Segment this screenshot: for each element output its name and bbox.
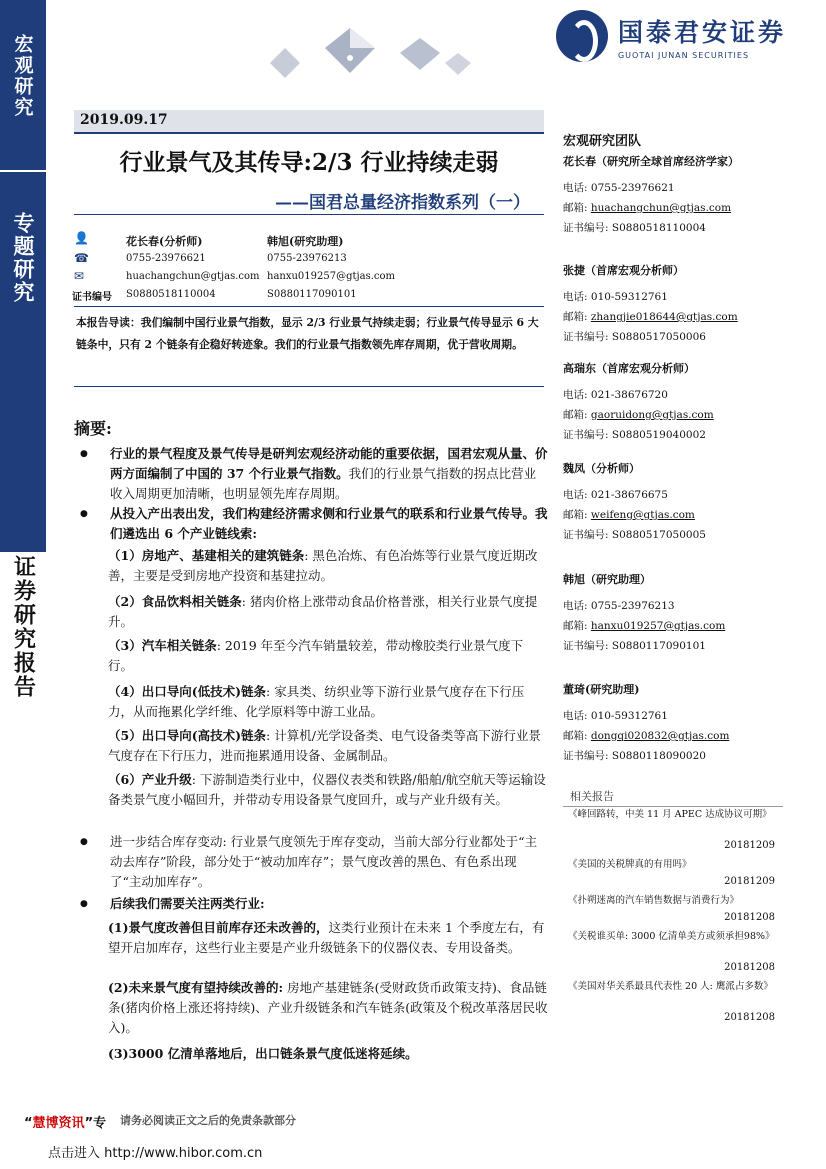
summary-point-1: ● 行业的景气程度及景气传导是研判宏观经济动能的重要依据，国君宏观从量、价两方面编制了中国的 37 个行业景气指数。我们的行业景气指数的拐点比营业收入周期更加清晰，也明显领先库存周期。 (80, 446, 548, 501)
footer-brand: “慧博资讯”专 (24, 1116, 107, 1131)
summary-point-4: ● 后续我们需要关注两类行业: (80, 894, 548, 914)
sidebar-securities-report: 证券研究报告 (0, 555, 46, 1115)
follow-1: (1)景气度改善但目前库存还未改善的，这类行业预计在未来 1 个季度左右，有望开启加库存，这些行业主要是产业升级链条下的仪器仪表、专用设备类。 (108, 920, 545, 955)
related-report[interactable]: 《关税谁买单: 3000 亿清单美方或须承担98%》 (568, 931, 775, 942)
email-link[interactable]: weifeng@gtjas.com (590, 509, 695, 521)
bullet-icon: ● (80, 449, 88, 459)
follow-2: (2)未来景气度有望持续改善的: 房地产基建链条(受财政货币政策支持)、食品链条(猪肉价格上涨还将持续)、产业升级链条和汽车链条(政策及个税改革落居民收入)。 (108, 980, 548, 1035)
email-link[interactable]: hanxu019257@gtjas.com (590, 620, 726, 632)
related-date: 20181208 (724, 1012, 775, 1023)
chain-3: （3）汽车相关链条: 2019 年至今汽车销量较差，带动橡胶类行业景气度下行。 (108, 638, 524, 673)
analyst-2-phone: 0755-23976213 (267, 253, 347, 264)
report-title: 行业景气及其传导:2/3 行业持续走弱 (119, 149, 499, 176)
team-member: 魏凤（分析师） 电话: 021-38676675 邮箱: weifeng@gtjas.com 证书编号: S0880517050005 (563, 462, 706, 541)
team-member: 韩旭（研究助理） 电话: 0755-23976213 邮箱: hanxu019257@gtjas.com 证书编号: S0880117090101 (563, 573, 726, 652)
divider (74, 386, 544, 387)
email-link[interactable]: dongqi020832@gtjas.com (590, 730, 730, 742)
disclaimer-note: 请务必阅读正文之后的免责条款部分 (120, 1114, 296, 1127)
left-sidebar (0, 0, 46, 1169)
email-link[interactable]: huachangchun@gtjas.com (590, 202, 732, 214)
analyst-1-email[interactable]: huachangchun@gtjas.com (126, 271, 260, 282)
related-date: 20181208 (724, 962, 775, 973)
team-heading: 宏观研究团队 (563, 134, 642, 149)
chain-6: （6）产业升级: 下游制造类行业中，仪器仪表类和铁路/船舶/航空航天等运输设备类景气度小幅回升，并带动专用设备景气度回升，或与产业升级有关。 (108, 772, 546, 807)
related-report[interactable]: 《美国对华关系最具代表性 20 人: 鹰派占多数》 (568, 981, 773, 992)
chain-1: （1）房地产、基建相关的建筑链条: 黑色冶炼、有色冶炼等行业景气度近期改善，主要是受到房地产投资和基建拉动。 (108, 548, 538, 583)
phone-icon: ☎ (74, 251, 89, 265)
analyst-2-email[interactable]: hanxu019257@gtjas.com (267, 271, 395, 282)
mail-icon: ✉ (74, 269, 85, 283)
team-member: 花长春（研究所全球首席经济学家） 电话: 0755-23976621 邮箱: huachangchun@gtjas.com 证书编号: S0880518110004 (563, 155, 739, 234)
summary-point-2: ● 从投入产出表出发，我们构建经济需求侧和行业景气的联系和行业景气传导。我们遴选出 6 个产业链线索: (80, 506, 548, 541)
report-guide: 本报告导读：我们编制中国行业景气指数，显示 2/3 行业景气持续走弱；行业景气传导显示 6 大链条中，只有 2 个链条有企稳好转迹象。我们的行业景气指数领先库存周期，优于营收周期。 (76, 316, 539, 351)
logo-name-cn: 国泰君安证券 (617, 17, 786, 47)
divider (563, 806, 783, 807)
bullet-icon: ● (80, 509, 88, 519)
team-member: 张捷（首席宏观分析师） 电话: 010-59312761 邮箱: zhangjie018644@gtjas.com 证书编号: S0880517050006 (563, 264, 738, 343)
logo-mark-icon (556, 10, 608, 62)
analyst-2-cert: S0880117090101 (267, 289, 357, 300)
bullet-icon: ● (80, 899, 88, 909)
analyst-1-name: 花长春(分析师) (126, 235, 203, 248)
date-bar (74, 110, 544, 134)
related-date: 20181208 (724, 912, 775, 923)
analyst-2-name: 韩旭(研究助理) (267, 235, 344, 248)
diamond-decoration (230, 18, 490, 88)
cert-label: 证书编号 (72, 292, 112, 303)
chain-4: （4）出口导向(低技术)链条: 家具类、纺织业等下游行业景气度存在下行压力，从而拖累化学纤维、化学原料等中游工业品。 (108, 684, 525, 719)
related-report[interactable]: 《扑朔迷离的汽车销售数据与消费行为》 (568, 895, 740, 906)
team-member: 董琦(研究助理) 电话: 010-59312761 邮箱: dongqi020832@gtjas.com 证书编号: S0880118090020 (563, 683, 730, 762)
analyst-1-cert: S0880518110004 (126, 289, 216, 300)
company-logo (556, 10, 786, 62)
summary-heading: 摘要: (74, 419, 112, 438)
email-link[interactable]: gaoruidong@gtjas.com (590, 409, 714, 421)
person-icon: 👤 (74, 231, 89, 245)
related-date: 20181209 (724, 840, 775, 851)
related-heading: 相关报告 (570, 790, 614, 803)
related-report[interactable]: 《美国的关税牌真的有用吗》 (568, 859, 692, 870)
sidebar-topic-research: 专题研究 (0, 172, 46, 552)
team-member: 高瑞东（首席宏观分析师） 电话: 021-38676720 邮箱: gaoruidong@gtjas.com 证书编号: S0880519040002 (563, 362, 714, 441)
bullet-icon: ● (80, 837, 88, 847)
sidebar-macro-research: 宏观研究 (0, 0, 46, 170)
divider (74, 306, 544, 307)
summary-point-3: ● 进一步结合库存变动: 行业景气度领先于库存变动，当前大部分行业都处于“主动去库存”阶段，部分处于“被动加库存”；景气度改善的黑色、有色系出现了“主动加库存”。 (80, 834, 538, 889)
analyst-1-phone: 0755-23976621 (126, 253, 206, 264)
related-date: 20181209 (724, 876, 775, 887)
email-link[interactable]: zhangjie018644@gtjas.com (590, 311, 738, 323)
report-date: 2019.09.17 (80, 112, 168, 128)
chain-2: （2）食品饮料相关链条: 猪肉价格上涨带动食品价格普涨，相关行业景气度提升。 (108, 594, 538, 629)
report-subtitle: ——国君总量经济指数系列（一） (275, 193, 530, 213)
logo-name-en: GUOTAI JUNAN SECURITIES (617, 50, 750, 60)
follow-3: (3)3000 亿清单落地后，出口链条景气度低迷将延续。 (108, 1046, 418, 1061)
divider (74, 214, 544, 215)
related-report[interactable]: 《峰回路转，中美 11 月 APEC 达成协议可期》 (568, 809, 772, 820)
chain-5: （5）出口导向(高技术)链条: 计算机/光学设备类、电气设备类等高下游行业景气度存在下行压力，进而拖累通用设备、金属制品。 (108, 728, 541, 763)
footer-link[interactable]: 点击进入 http://www.hibor.com.cn (48, 1146, 263, 1161)
